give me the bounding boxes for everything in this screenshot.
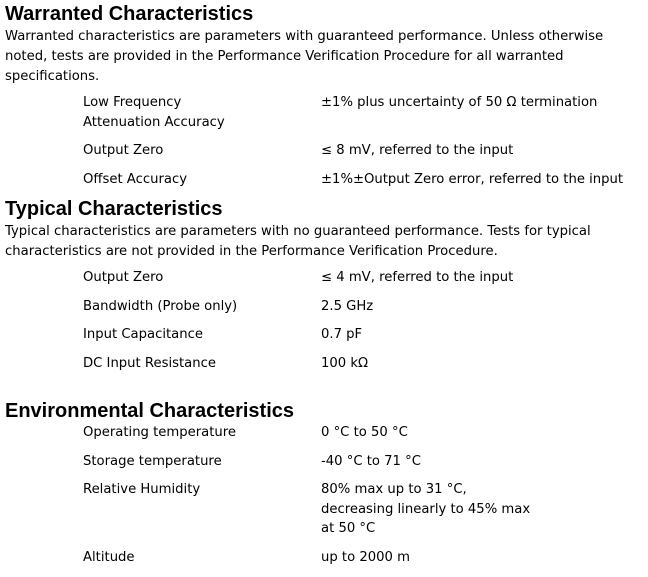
spec-table	[5, 268, 645, 382]
spec-row	[5, 423, 408, 452]
spec-row	[5, 170, 645, 199]
spec-value: 2.5 GHz	[321, 298, 374, 314]
section-title: Typical Characteristics	[5, 198, 223, 220]
spec-row	[5, 297, 645, 326]
spec-row	[5, 452, 421, 481]
typical-characteristics-section	[5, 197, 645, 382]
spec-row	[5, 93, 645, 141]
spec-label: Operating temperature	[83, 425, 237, 440]
environmental-characteristics-section	[5, 399, 531, 577]
spec-table	[5, 423, 531, 577]
spec-value: -40 °C to 71 °C	[321, 453, 421, 469]
spec-label: Output Zero	[83, 143, 164, 158]
spec-label: Bandwidth (Probe only)	[83, 298, 238, 314]
spec-row	[5, 268, 645, 297]
spec-row	[5, 548, 410, 577]
section-description: Typical characteristics are parameters with no guaranteed performance. Tests for typical characteristics are not provided in the Performance Verification Procedure.	[5, 224, 591, 259]
spec-value: ±1% plus uncertainty of 50 Ω termination	[321, 95, 598, 110]
spec-value: ≤ 8 mV, referred to the input	[321, 143, 514, 158]
spec-label: Output Zero	[83, 270, 164, 285]
spec-label: Offset Accuracy	[83, 171, 188, 187]
section-title: Warranted Characteristics	[5, 3, 254, 25]
spec-label: Storage temperature	[83, 453, 222, 469]
spec-row	[5, 325, 645, 354]
warranted-characteristics-section	[5, 2, 645, 198]
section-title: Environmental Characteristics	[5, 400, 294, 422]
spec-value: ≤ 4 mV, referred to the input	[321, 270, 514, 285]
spec-label: Altitude	[83, 550, 135, 565]
spec-value: 0.7 pF	[321, 327, 363, 342]
section-description: Warranted characteristics are parameters with guaranteed performance. Unless otherwise noted, tests are provided in the Performance Verification Procedure for all warranted specifications.	[5, 29, 604, 84]
spec-value: 0 °C to 50 °C	[321, 425, 408, 440]
spec-label: Input Capacitance	[83, 327, 203, 342]
spec-label: Relative Humidity	[83, 482, 201, 497]
spec-label: DC Input Resistance	[83, 355, 216, 371]
spec-label: Low Frequency Attenuation Accuracy	[83, 95, 225, 130]
spec-row	[5, 141, 645, 170]
spec-row	[5, 354, 645, 383]
spec-value: 100 kΩ	[321, 355, 369, 371]
spec-value: 80% max up to 31 °C, decreasing linearly to 45% max at 50 °C	[321, 482, 531, 536]
spec-row	[5, 480, 531, 548]
spec-table	[5, 93, 645, 198]
spec-value: up to 2000 m	[321, 550, 410, 565]
spec-value: ±1%±Output Zero error, referred to the input	[321, 171, 624, 187]
